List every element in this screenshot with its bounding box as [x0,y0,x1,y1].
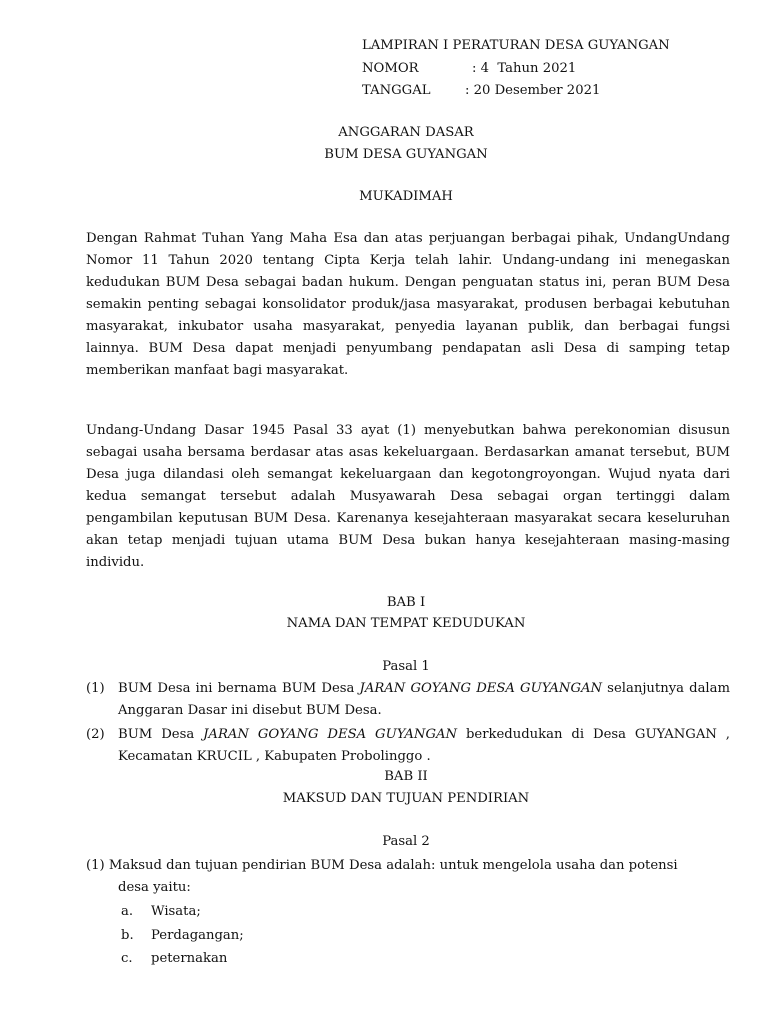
subitem-letter: a. [121,904,134,919]
pasal1-item-1 [86,678,730,722]
doc-title-line1: ANGGARAN DASAR [338,125,474,140]
item-body [118,724,730,768]
mukadimah-paragraph-2: Undang-Undang Dasar 1945 Pasal 33 ayat (1) menyebutkan bahwa perekonomian disusun sebagai usaha bersama berdasar atas asas kekeluargaan. Berdasarkan amanat tersebut, BUM Desa juga dilandasi oleh semangat kekeluargaan dan kegotongroyongan. Wujud nyata dari kedua semangat tersebut adalah Musyawarah Desa sebagai organ tertinggi dalam pengambilan keputusan BUM Desa. Karenanya kesejahteraan masyarakat secara keseluruhan akan tetap menjadi tujuan utama BUM Desa bukan hanya kesejahteraan masing-masing individu. [86,423,730,570]
pasal1-item-2 [86,724,730,768]
mukadimah-heading: MUKADIMAH [359,189,453,204]
tanggal-value: : 20 Desember 2021 [465,83,601,98]
nomor-value: : 4 Tahun 2021 [472,61,577,76]
item-number: (2) [86,727,105,742]
bum-desa-name: JARAN GOYANG DESA GUYANGAN [203,727,458,742]
pasal2-heading: Pasal 2 [382,834,430,849]
bum-desa-name: JARAN GOYANG DESA GUYANGAN [359,681,603,696]
pasal1-heading: Pasal 1 [382,659,430,674]
subitem-text: Wisata; [151,904,201,919]
subitem-text: peternakan [151,951,228,966]
attachment-title: LAMPIRAN I PERATURAN DESA GUYANGAN [362,38,670,53]
subitem-letter: c. [121,951,133,966]
item-text: berkedudukan di Desa GUYANGAN , Kecamatan KRUCIL , Kabupaten Probolinggo . [118,727,731,764]
subitem-text: Perdagangan; [151,928,244,943]
item-text: BUM Desa ini bernama BUM Desa [118,681,360,696]
item-text: selanjutnya dalam Anggaran Dasar ini disebut BUM Desa. [118,681,731,718]
bab2-heading: BAB II [384,769,428,784]
item-text: BUM Desa [118,727,204,742]
tanggal-label: TANGGAL [362,83,431,98]
pasal2-item-1-line1: (1) Maksud dan tujuan pendirian BUM Desa adalah: untuk mengelola usaha dan potensi [86,858,678,873]
nomor-label: NOMOR [362,61,419,76]
bab2-title: MAKSUD DAN TUJUAN PENDIRIAN [282,791,530,806]
doc-title-line2: BUM DESA GUYANGAN [324,147,488,162]
subitem-letter: b. [121,928,134,943]
pasal2-item-1-line2: desa yaitu: [118,880,191,895]
mukadimah-paragraph-1: Dengan Rahmat Tuhan Yang Maha Esa dan atas perjuangan berbagai pihak, UndangUndang Nomor 11 Tahun 2020 tentang Cipta Kerja telah lahir. Undang-undang ini menegaskan kedudukan BUM Desa sebagai badan hukum. Dengan penguatan status ini, peran BUM Desa semakin penting sebagai konsolidator produk/jasa masyarakat, produsen berbagai kebutuhan masyarakat, inkubator usaha masyarakat, penyedia layanan publik, dan berbagai fungsi lainnya. BUM Desa dapat menjadi penyumbang pendapatan asli Desa di samping tetap memberikan manfaat bagi masyarakat. [86,231,730,378]
item-body [118,678,730,722]
item-number: (1) [86,681,105,696]
bab1-heading: BAB I [386,595,426,610]
bab1-title: NAMA DAN TEMPAT KEDUDUKAN [286,616,526,631]
